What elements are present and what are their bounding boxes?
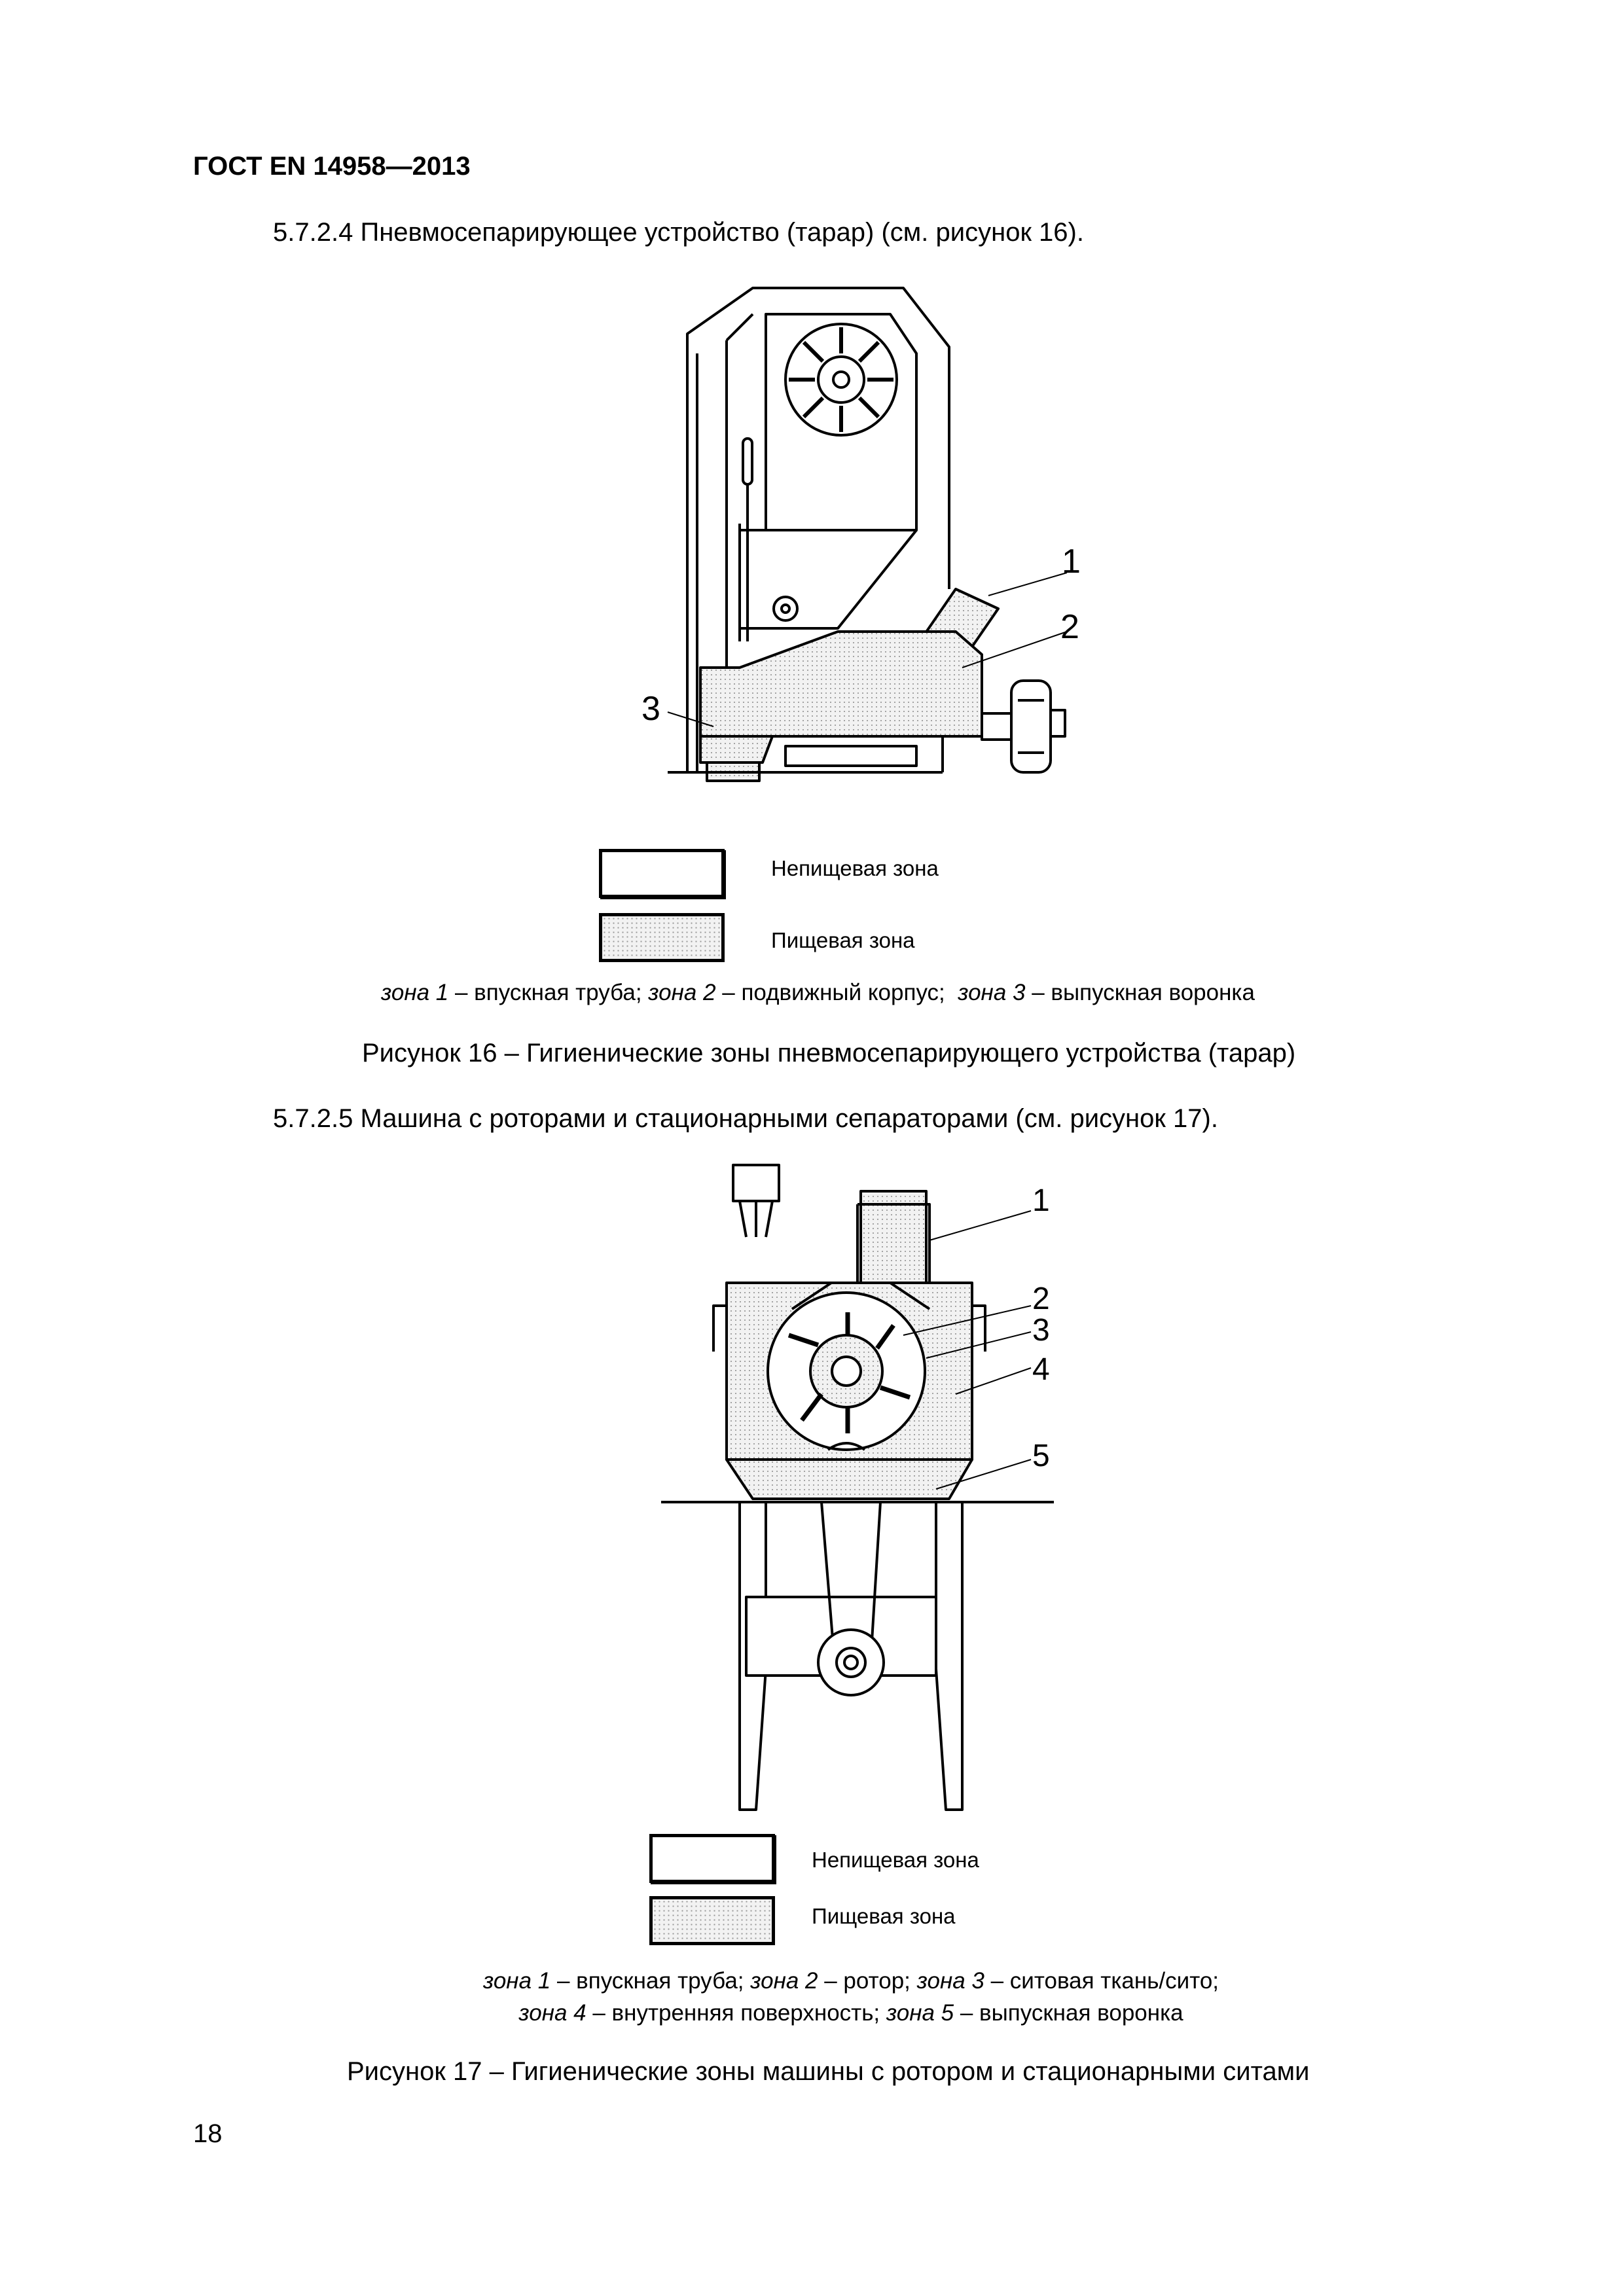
fig16-callout-1: 1 bbox=[1062, 543, 1081, 581]
page-number: 18 bbox=[193, 2119, 223, 2148]
zone-2-label: зона 2 bbox=[750, 1968, 818, 1994]
zone-3-label: зона 3 bbox=[958, 980, 1026, 1005]
legend2-swatch-non-food bbox=[649, 1834, 775, 1883]
zone-2-text: – подвижный корпус; bbox=[715, 980, 958, 1005]
document-code: ГОСТ EN 14958—2013 bbox=[193, 152, 471, 181]
zone-5-label: зона 5 bbox=[886, 2000, 954, 2026]
fig17-callout-3: 3 bbox=[1032, 1313, 1050, 1348]
figure-17-zone-legend-line-1 bbox=[419, 1968, 1283, 1994]
legend-swatch-food bbox=[599, 913, 725, 962]
zone-2-label: зона 2 bbox=[648, 980, 716, 1005]
zone-3-label: зона 3 bbox=[916, 1968, 984, 1994]
fig17-callout-4: 4 bbox=[1032, 1352, 1050, 1387]
zone-1-text: – впускная труба; bbox=[550, 1968, 751, 1994]
fig17-callout-2: 2 bbox=[1032, 1282, 1050, 1316]
figure-17-title: Рисунок 17 – Гигиенические зоны машины с ротором и стационарными ситами bbox=[347, 2057, 1310, 2086]
figure-17-drawing bbox=[661, 1158, 1067, 1826]
figure-16-drawing bbox=[641, 275, 1100, 798]
zone-1-label: зона 1 bbox=[482, 1968, 551, 1994]
zone-1-text: – впускная труба; bbox=[448, 980, 649, 1005]
figure-16-title: Рисунок 16 – Гигиенические зоны пневмосепарирующего устройства (тарар) bbox=[362, 1039, 1296, 1067]
legend2-label-non-food: Непищевая зона bbox=[812, 1848, 979, 1872]
fig17-callout-1: 1 bbox=[1032, 1183, 1050, 1218]
legend2-label-food: Пищевая зона bbox=[812, 1904, 956, 1928]
figure-16-zone-legend bbox=[381, 980, 1255, 1006]
legend-label-non-food: Непищевая зона bbox=[771, 856, 939, 880]
zone-2-text: – ротор; bbox=[818, 1968, 917, 1994]
fig17-callout-5: 5 bbox=[1032, 1439, 1050, 1473]
zone-4-label: зона 4 bbox=[518, 2000, 586, 2026]
zone-3-text: – ситовая ткань/сито; bbox=[984, 1968, 1219, 1994]
fig16-callout-3: 3 bbox=[641, 690, 660, 728]
section-5725-text: 5.7.2.5 Машина с роторами и стационарными сепараторами (см. рисунок 17). bbox=[273, 1104, 1218, 1133]
fig16-callout-2: 2 bbox=[1060, 608, 1079, 646]
legend-swatch-non-food bbox=[599, 849, 725, 898]
figure-17-zone-legend-line-2 bbox=[419, 2000, 1283, 2026]
legend2-swatch-food bbox=[649, 1896, 775, 1945]
section-5724-text: 5.7.2.4 Пневмосепарирующее устройство (тарар) (см. рисунок 16). bbox=[273, 218, 1084, 247]
zone-1-label: зона 1 bbox=[381, 980, 449, 1005]
zone-5-text: – выпускная воронка bbox=[954, 2000, 1183, 2026]
legend-label-food: Пищевая зона bbox=[771, 928, 915, 952]
zone-4-text: – внутренняя поверхность; bbox=[586, 2000, 886, 2026]
zone-3-text: – выпускная воронка bbox=[1025, 980, 1255, 1005]
